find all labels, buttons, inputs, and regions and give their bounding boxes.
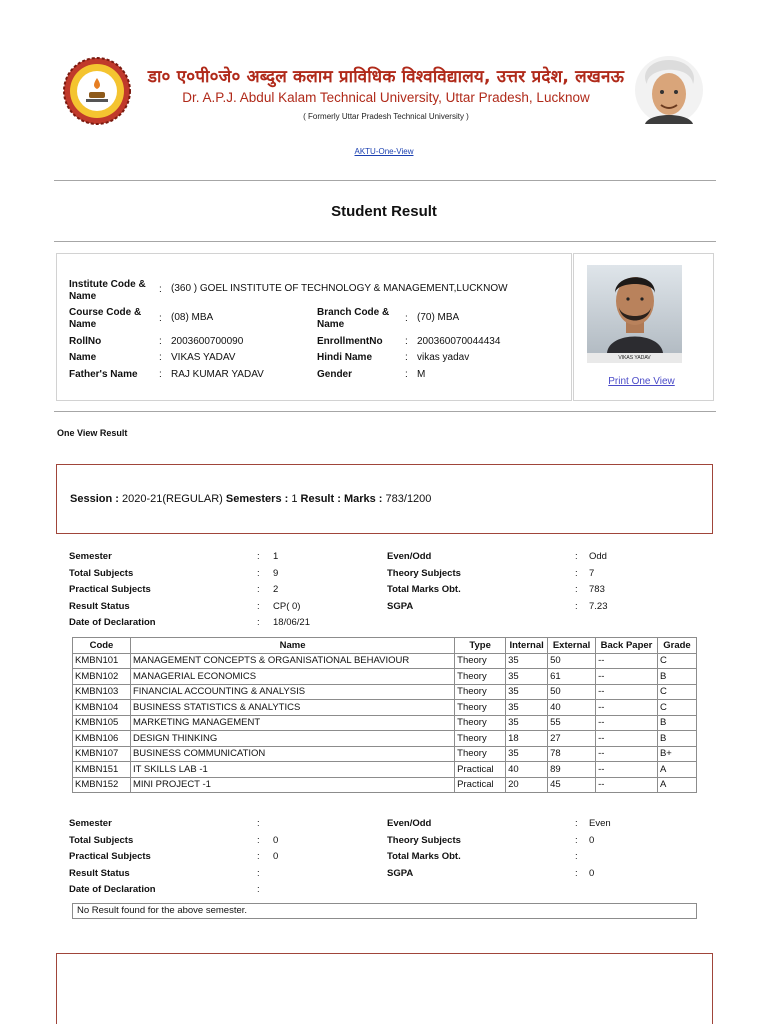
- institute-label-line2: Name: [69, 291, 97, 302]
- session-summary-line: [70, 493, 431, 505]
- cell-grade: B: [657, 715, 696, 731]
- sgpa-value: 0: [589, 868, 595, 879]
- cell-grade: A: [657, 777, 696, 793]
- cell-type: Theory: [455, 731, 506, 747]
- table-row: [73, 731, 697, 747]
- cell-internal: 35: [506, 684, 548, 700]
- cell-name: FINANCIAL ACCOUNTING & ANALYSIS: [130, 684, 454, 700]
- cell-back-paper: --: [596, 684, 658, 700]
- colon: :: [575, 868, 578, 879]
- cell-type: Practical: [455, 777, 506, 793]
- gender-label: Gender: [317, 369, 353, 380]
- theory-subjects-label: Theory Subjects: [387, 568, 461, 579]
- colon: :: [159, 284, 162, 295]
- student-photo-image: [587, 265, 682, 353]
- cell-code: KMBN103: [73, 684, 131, 700]
- colon: :: [257, 818, 260, 829]
- theory-subjects-value: 7: [589, 568, 595, 579]
- column-header-back-paper: Back Paper: [596, 638, 658, 654]
- branch-label-line1: Branch Code &: [317, 307, 390, 318]
- cell-external: 61: [548, 669, 596, 685]
- table-row: [73, 746, 697, 762]
- subject-marks-table: [72, 637, 697, 793]
- kalam-portrait-image: [633, 54, 705, 126]
- cell-code: KMBN102: [73, 669, 131, 685]
- colon: :: [159, 313, 162, 324]
- course-value: (08) MBA: [171, 312, 214, 323]
- cell-internal: 18: [506, 731, 548, 747]
- even-odd-label: Even/Odd: [387, 551, 432, 562]
- declaration-date-label: Date of Declaration: [69, 617, 156, 628]
- gender-value: M: [417, 369, 426, 380]
- colon: :: [257, 868, 260, 879]
- cell-grade: A: [657, 762, 696, 778]
- one-view-result-title: One View Result: [57, 428, 128, 438]
- cell-name: MANAGEMENT CONCEPTS & ORGANISATIONAL BEHAVIOUR: [130, 653, 454, 669]
- cell-name: IT SKILLS LAB -1: [130, 762, 454, 778]
- practical-subjects-label: Practical Subjects: [69, 584, 151, 595]
- rollno-label: RollNo: [69, 336, 102, 347]
- even-odd-value: Odd: [589, 551, 607, 562]
- sgpa-label: SGPA: [387, 868, 414, 879]
- cell-internal: 35: [506, 653, 548, 669]
- semester-label: Semester: [69, 818, 112, 829]
- colon: :: [257, 568, 260, 579]
- student-info-panel: [56, 253, 572, 401]
- semesters-label: Semesters :: [225, 493, 289, 505]
- cell-type: Theory: [455, 684, 506, 700]
- rollno-value: 2003600700090: [171, 336, 244, 347]
- colon: :: [575, 601, 578, 612]
- university-english-title: Dr. A.P.J. Abdul Kalam Technical University, Uttar Pradesh, Lucknow: [182, 90, 590, 105]
- cell-grade: C: [657, 653, 696, 669]
- semester-value: 1: [273, 551, 279, 562]
- session-value: 2020-21(REGULAR): [121, 493, 223, 505]
- institute-label-line1: Institute Code &: [69, 279, 146, 290]
- total-marks-label: Total Marks Obt.: [387, 851, 461, 862]
- column-header-type: Type: [455, 638, 506, 654]
- cell-code: KMBN105: [73, 715, 131, 731]
- cell-internal: 40: [506, 762, 548, 778]
- cell-name: DESIGN THINKING: [130, 731, 454, 747]
- semester-label: Semester: [69, 551, 112, 562]
- column-header-internal: Internal: [506, 638, 548, 654]
- colon: :: [159, 352, 162, 363]
- cell-external: 50: [548, 684, 596, 700]
- column-header-grade: Grade: [657, 638, 696, 654]
- cell-type: Theory: [455, 700, 506, 716]
- cell-type: Theory: [455, 746, 506, 762]
- student-photo-caption: VIKAS YADAV: [587, 353, 682, 363]
- cell-external: 40: [548, 700, 596, 716]
- practical-subjects-label: Practical Subjects: [69, 851, 151, 862]
- cell-back-paper: --: [596, 653, 658, 669]
- cell-back-paper: --: [596, 746, 658, 762]
- cell-back-paper: --: [596, 700, 658, 716]
- cell-grade: C: [657, 684, 696, 700]
- table-header-row: [73, 638, 697, 654]
- branch-label: [317, 307, 389, 331]
- colon: :: [575, 551, 578, 562]
- university-hindi-title: डा० ए०पी०जे० अब्दुल कलाम प्राविधिक विश्वविद्यालय, उत्तर प्रदेश, लखनऊ: [147, 67, 625, 87]
- table-row: [73, 684, 697, 700]
- result-label: Result :: [300, 493, 341, 505]
- course-label: [69, 307, 141, 331]
- even-odd-value: Even: [589, 818, 611, 829]
- session-summary-panel: [56, 464, 713, 534]
- table-row: [73, 700, 697, 716]
- result-status-label: Result Status: [69, 601, 130, 612]
- total-subjects-label: Total Subjects: [69, 835, 134, 846]
- cell-external: 89: [548, 762, 596, 778]
- cell-external: 45: [548, 777, 596, 793]
- cell-external: 78: [548, 746, 596, 762]
- colon: :: [405, 352, 408, 363]
- university-header: [0, 48, 768, 138]
- column-header-name: Name: [130, 638, 454, 654]
- cell-external: 27: [548, 731, 596, 747]
- name-value: VIKAS YADAV: [171, 352, 236, 363]
- cell-grade: C: [657, 700, 696, 716]
- theory-subjects-label: Theory Subjects: [387, 835, 461, 846]
- colon: :: [405, 313, 408, 324]
- cell-code: KMBN151: [73, 762, 131, 778]
- cell-type: Theory: [455, 669, 506, 685]
- course-label-line1: Course Code &: [69, 307, 142, 318]
- colon: :: [575, 835, 578, 846]
- cell-code: KMBN107: [73, 746, 131, 762]
- cell-grade: B: [657, 669, 696, 685]
- university-seal-logo: [62, 56, 132, 126]
- cell-code: KMBN101: [73, 653, 131, 669]
- table-row: [73, 777, 697, 793]
- table-row: [73, 715, 697, 731]
- colon: :: [257, 551, 260, 562]
- hindi-name-value: vikas yadav: [417, 352, 470, 363]
- table-row: [73, 762, 697, 778]
- total-marks-label: Total Marks Obt.: [387, 584, 461, 595]
- divider: [54, 241, 716, 242]
- marks-value: 783/1200: [385, 493, 432, 505]
- cell-name: MINI PROJECT -1: [130, 777, 454, 793]
- cell-internal: 35: [506, 746, 548, 762]
- cell-name: MANAGERIAL ECONOMICS: [130, 669, 454, 685]
- cell-code: KMBN152: [73, 777, 131, 793]
- total-subjects-value: 9: [273, 568, 279, 579]
- colon: :: [257, 601, 260, 612]
- name-label: Name: [69, 352, 97, 363]
- cell-type: Theory: [455, 715, 506, 731]
- result-status-value: CP( 0): [273, 601, 301, 612]
- colon: :: [575, 568, 578, 579]
- cell-code: KMBN104: [73, 700, 131, 716]
- declaration-date-value: 18/06/21: [273, 617, 310, 628]
- semesters-value: 1: [291, 493, 298, 505]
- cell-name: BUSINESS STATISTICS & ANALYTICS: [130, 700, 454, 716]
- marks-label: Marks :: [343, 493, 383, 505]
- theory-subjects-value: 0: [589, 835, 595, 846]
- cell-back-paper: --: [596, 777, 658, 793]
- hindi-name-label: Hindi Name: [317, 352, 373, 363]
- enrollment-label: EnrollmentNo: [317, 336, 383, 347]
- sgpa-value: 7.23: [589, 601, 608, 612]
- colon: :: [257, 851, 260, 862]
- cell-type: Theory: [455, 653, 506, 669]
- aktu-one-view-link[interactable]: AKTU-One-View: [354, 147, 414, 156]
- page-title: Student Result: [331, 203, 437, 220]
- father-name-label: Father's Name: [69, 369, 138, 380]
- cell-code: KMBN106: [73, 731, 131, 747]
- cell-internal: 35: [506, 669, 548, 685]
- enrollment-value: 200360070044434: [417, 336, 501, 347]
- cell-back-paper: --: [596, 669, 658, 685]
- cell-name: BUSINESS COMMUNICATION: [130, 746, 454, 762]
- colon: :: [159, 369, 162, 380]
- table-row: [73, 653, 697, 669]
- column-header-code: Code: [73, 638, 131, 654]
- cell-back-paper: --: [596, 762, 658, 778]
- colon: :: [405, 336, 408, 347]
- print-one-view-link[interactable]: Print One View: [608, 376, 675, 387]
- cell-grade: B+: [657, 746, 696, 762]
- total-subjects-label: Total Subjects: [69, 568, 134, 579]
- cell-type: Practical: [455, 762, 506, 778]
- practical-subjects-value: 2: [273, 584, 279, 595]
- divider: [54, 411, 716, 412]
- cell-internal: 35: [506, 700, 548, 716]
- total-marks-value: 783: [589, 584, 605, 595]
- colon: :: [257, 884, 260, 895]
- institute-label: [69, 279, 146, 303]
- total-subjects-value: 0: [273, 835, 279, 846]
- cell-external: 55: [548, 715, 596, 731]
- divider: [54, 180, 716, 181]
- colon: :: [575, 584, 578, 595]
- cell-name: MARKETING MANAGEMENT: [130, 715, 454, 731]
- table-row: [73, 669, 697, 685]
- student-photo: [587, 265, 682, 363]
- cell-external: 50: [548, 653, 596, 669]
- colon: :: [575, 851, 578, 862]
- branch-value: (70) MBA: [417, 312, 460, 323]
- university-former-name: ( Formerly Uttar Pradesh Technical University ): [303, 112, 469, 121]
- next-session-panel: [56, 953, 713, 1024]
- colon: :: [405, 369, 408, 380]
- student-photo-panel: [573, 253, 714, 401]
- result-status-label: Result Status: [69, 868, 130, 879]
- cell-back-paper: --: [596, 731, 658, 747]
- colon: :: [257, 584, 260, 595]
- practical-subjects-value: 0: [273, 851, 279, 862]
- colon: :: [257, 835, 260, 846]
- sgpa-label: SGPA: [387, 601, 414, 612]
- cell-back-paper: --: [596, 715, 658, 731]
- even-odd-label: Even/Odd: [387, 818, 432, 829]
- declaration-date-label: Date of Declaration: [69, 884, 156, 895]
- father-name-value: RAJ KUMAR YADAV: [171, 369, 264, 380]
- cell-grade: B: [657, 731, 696, 747]
- cell-internal: 35: [506, 715, 548, 731]
- colon: :: [575, 818, 578, 829]
- no-result-message: No Result found for the above semester.: [72, 903, 697, 919]
- course-label-line2: Name: [69, 319, 97, 330]
- column-header-external: External: [548, 638, 596, 654]
- branch-label-line2: Name: [317, 319, 345, 330]
- colon: :: [159, 336, 162, 347]
- session-label: Session :: [70, 493, 119, 505]
- institute-value: (360 ) GOEL INSTITUTE OF TECHNOLOGY & MANAGEMENT,LUCKNOW: [171, 283, 508, 294]
- colon: :: [257, 617, 260, 628]
- cell-internal: 20: [506, 777, 548, 793]
